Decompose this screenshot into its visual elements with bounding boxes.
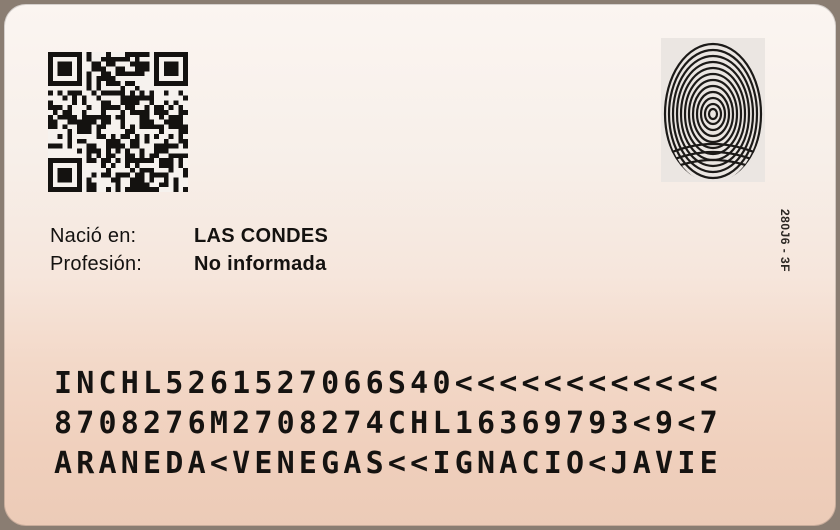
birthplace-row [50, 222, 328, 250]
fingerprint-icon [659, 36, 767, 184]
profession-row [50, 250, 328, 278]
profession-label: Profesión: [50, 253, 143, 275]
mrz-line-3: ARANEDA<VENEGAS<<IGNACIO<JAVIE [54, 446, 722, 481]
personal-fields [50, 222, 328, 278]
id-card-back [4, 4, 836, 526]
birthplace-value: LAS CONDES [194, 225, 329, 247]
serial-code: 280J6 - 3F [778, 209, 792, 273]
mrz-line-1: INCHL5261527066S40<<<<<<<<<<<< [54, 366, 722, 401]
qr-code-icon [48, 52, 188, 192]
profession-value: No informada [194, 253, 327, 275]
birthplace-label: Nació en: [50, 225, 137, 247]
mrz-zone [54, 364, 722, 484]
mrz-line-2: 8708276M2708274CHL16369793<9<7 [54, 406, 722, 441]
